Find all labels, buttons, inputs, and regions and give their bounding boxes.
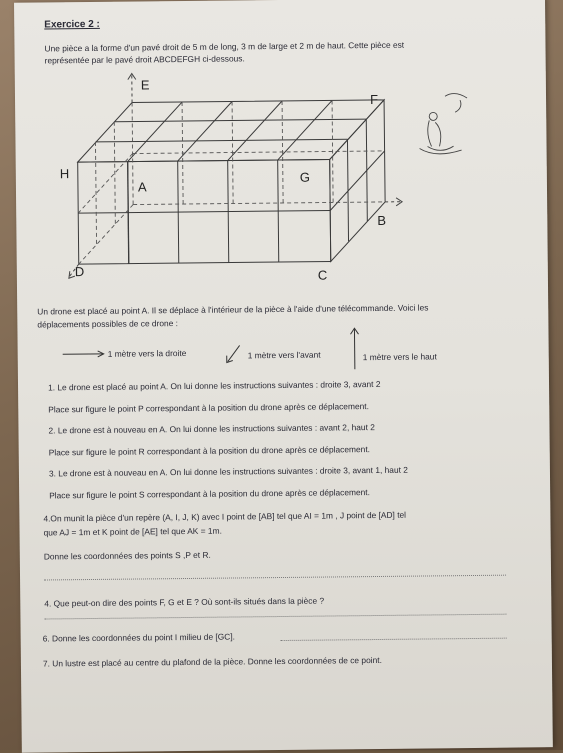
exercise-title: Exercice 2 : xyxy=(44,19,100,31)
answer-line xyxy=(44,575,506,581)
arrow-forward-icon xyxy=(228,345,240,361)
move-up-label: 1 mètre vers le haut xyxy=(363,351,437,363)
vertex-label-c: C xyxy=(318,268,328,283)
question-6: 6. Donne les coordonnées du point I milieu de [GC]. xyxy=(43,632,235,645)
question-7: 7. Un lustre est placé au centre du plafond de la pièce. Donne les coordonnées de ce point. xyxy=(43,655,382,670)
question-1: 1. Le drone est placé au point A. On lui donne les instructions suivantes : droite 3, avant 2 xyxy=(48,379,381,393)
question-4-line-1: 4.On munit la pièce d'un repère (A, I, J, K) avec I point de [AB] tel que AI = 1m , J point de [AD] tel xyxy=(43,510,406,525)
move-right-label: 1 mètre vers la droite xyxy=(108,348,187,360)
answer-line xyxy=(44,614,506,620)
intro-line-2: représentée par le pavé droit ABCDEFGH ci-dessous. xyxy=(45,53,245,66)
vertex-label-f: F xyxy=(370,92,378,107)
intro-line-1: Une pièce a la forme d'un pavé droit de 5 m de long, 3 m de large et 2 m de haut. Cette pièce est xyxy=(44,40,404,55)
vertex-label-g: G xyxy=(300,170,310,185)
vertex-label-e: E xyxy=(141,77,150,92)
question-1-instruction: Place sur figure le point P correspondant à la position du drone après ce déplacement. xyxy=(48,401,369,415)
answer-line xyxy=(281,638,507,641)
question-5: 4. Que peut-on dire des points F, G et E ? Où sont-ils situés dans la pièce ? xyxy=(44,596,324,610)
question-3-instruction: Place sur figure le point S correspondant à la position du drone après ce déplacement. xyxy=(49,487,370,501)
question-4-prompt: Donne les coordonnées des points S ,P et R. xyxy=(44,550,211,563)
drone-intro-line-2: déplacements possibles de ce drone : xyxy=(37,318,178,330)
vertex-label-d: D xyxy=(75,264,85,279)
vertex-label-a: A xyxy=(138,179,147,194)
vertex-label-h: H xyxy=(60,166,70,181)
moves-legend xyxy=(14,0,549,383)
question-2-instruction: Place sur figure le point R correspondant à la position du drone après ce déplacement. xyxy=(49,444,370,458)
worksheet-page xyxy=(14,0,553,753)
vertex-label-b: B xyxy=(377,213,386,228)
question-3: 3. Le drone est à nouveau en A. On lui donne les instructions suivantes : droite 3, avant 1, haut 2 xyxy=(49,465,408,480)
move-forward-label: 1 mètre vers l'avant xyxy=(248,350,321,362)
question-4-line-2: que AJ = 1m et K point de [AE] tel que AK = 1m. xyxy=(44,526,222,539)
question-2: 2. Le drone est à nouveau en A. On lui donne les instructions suivantes : avant 2, haut 2 xyxy=(48,422,374,436)
drone-intro-line-1: Un drone est placé au point A. Il se déplace à l'intérieur de la pièce à l'aide d'une télécommande. Voici les xyxy=(37,302,428,317)
